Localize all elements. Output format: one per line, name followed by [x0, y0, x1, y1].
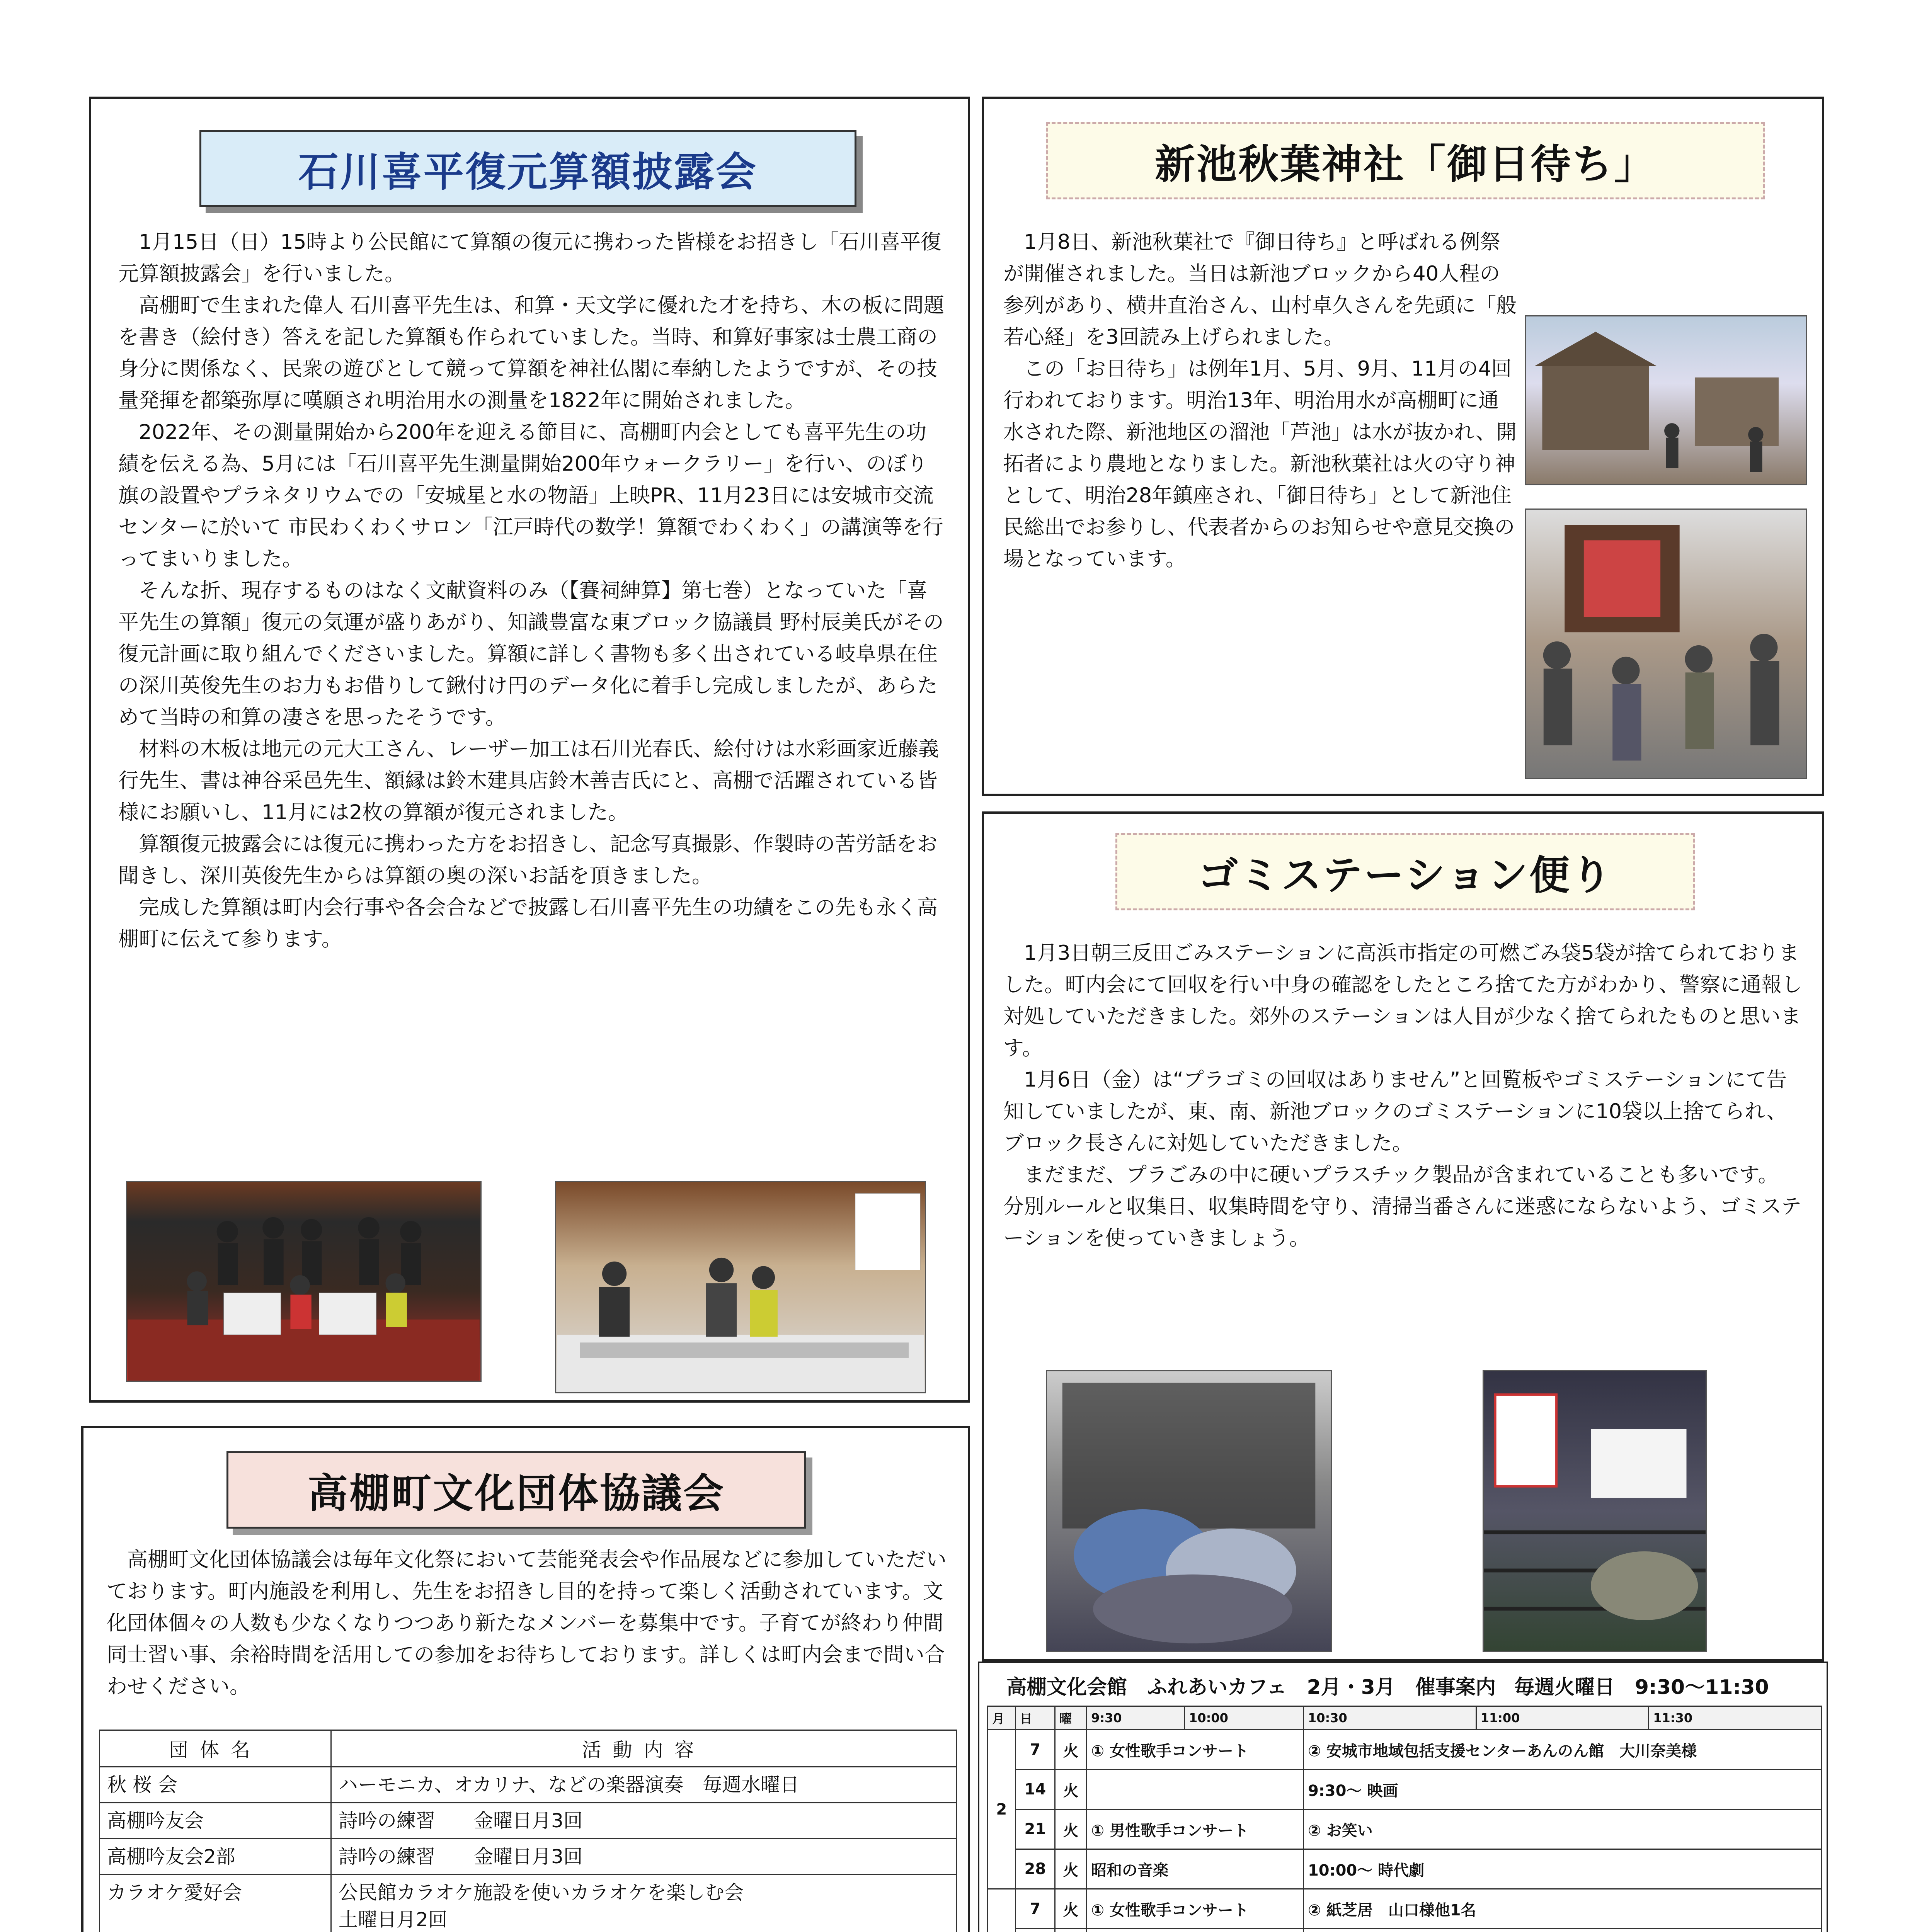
cafe-row	[988, 1849, 1822, 1889]
dow-cell	[1055, 1929, 1087, 1932]
cafe-header-row	[988, 1706, 1822, 1730]
sangaku-meeting-photo	[555, 1181, 926, 1393]
shinto-title: 新池秋葉神社「御日待ち」	[1046, 122, 1765, 199]
culture-group-row	[100, 1803, 957, 1839]
shinto-paragraph: この「お日待ち」は例年1月、5月、9月、11月の4回行われております。明治13年、明治用水が高棚町に通水された際、新池地区の溜池「芦池」は水が抜かれ、開拓者により農地となりました。新池秋葉社は火の守り神として、明治28年鎮座され、「御日待ち」として新池住民総出でお参りし、代表者からのお知らせや意見交換の場となっています。	[1003, 357, 1517, 571]
cafe-row	[988, 1810, 1822, 1849]
shrine-exterior-photo	[1525, 315, 1807, 485]
event-first-cell: 昭和の音楽	[1087, 1849, 1304, 1889]
event-first-cell	[1087, 1770, 1304, 1810]
ishikawa-paragraph: 算額復元披露会には復元に携わった方をお招きし、記念写真撮影、作製時の苦労話をお聞きし、深川英俊先生からは算額の奥の深いお話を頂きました。	[118, 832, 938, 888]
cafe-panel	[978, 1662, 1828, 1932]
culture-group-row	[100, 1875, 957, 1932]
cafe-header-cell: 11:30	[1649, 1706, 1822, 1730]
garbage-station-sign-photo	[1483, 1370, 1707, 1652]
shinto-panel	[982, 97, 1824, 796]
cafe-header	[1006, 1671, 1818, 1700]
group-activity-cell: 詩吟の練習 金曜日月3回	[331, 1803, 957, 1839]
event-second-cell	[1303, 1929, 1821, 1932]
day-cell: 7	[1015, 1730, 1055, 1770]
dow-cell: 火	[1055, 1810, 1087, 1849]
dow-cell: 火	[1055, 1889, 1087, 1929]
group-name-cell: 高棚吟友会2部	[100, 1839, 331, 1875]
bunka-intro: 高棚町文化団体協議会は毎年文化祭において芸能発表会や作品展などに参加していただいております。町内施設を利用し、先生をお招きし目的を持って楽しく活動されています。文化団体個々の人数も少なくなりつつあり新たなメンバーを募集中です。子育てが終わり仲間同士習い事、余裕時間を活用しての参加をお待ちしております。詳しくは町内会まで問い合わせください。	[107, 1548, 947, 1698]
day-cell: 28	[1015, 1849, 1055, 1889]
event-first-cell: ① 女性歌手コンサート	[1087, 1730, 1304, 1770]
ishikawa-paragraph: 完成した算額は町内会行事や各会合などで披露し石川喜平先生の功績をこの先も永く高棚町に伝えて参ります。	[118, 896, 938, 951]
cafe-header-cell: 月	[988, 1706, 1016, 1730]
bunka-title: 高棚町文化団体協議会	[226, 1451, 806, 1529]
group-name-cell: 高棚吟友会	[100, 1803, 331, 1839]
day-cell: 21	[1015, 1810, 1055, 1849]
cafe-header-cell: 9:30	[1087, 1706, 1185, 1730]
gomi-title: ゴミステーション便り	[1115, 833, 1695, 910]
sangaku-group-photo	[126, 1181, 482, 1382]
group-name-cell: カラオケ愛好会	[100, 1875, 331, 1932]
shrine-gathering-photo	[1525, 509, 1807, 779]
gomi-paragraph: 1月3日朝三反田ごみステーションに高浜市指定の可燃ごみ袋5袋が捨てられておりました。町内会にて回収を行い中身の確認をしたところ捨てた方がわかり、警察に通報し対処していただきました。郊外のステーションは人目が少なく捨てられたものと思います。	[1003, 941, 1802, 1060]
day-cell: 14	[1015, 1770, 1055, 1810]
event-second-cell: ② 安城市地域包括支援センターあんのん館 大川奈美様	[1303, 1730, 1821, 1770]
cafe-row	[988, 1889, 1822, 1929]
event-second-cell: ② お笑い	[1303, 1810, 1821, 1849]
shinto-body	[1003, 226, 1517, 575]
dow-cell: 火	[1055, 1849, 1087, 1889]
gomi-panel	[982, 811, 1824, 1662]
cafe-title: 高棚文化会館 ふれあいカフェ 2月・3月 催事案内	[1006, 1676, 1496, 1699]
gomi-closing: 分別ルールと収集日、収集時間を守り、清掃当番さんに迷惑にならないよう、ゴミステーションを使っていきましょう。	[1003, 1195, 1801, 1250]
ishikawa-title: 石川喜平復元算額披露会	[199, 130, 856, 207]
dow-cell: 火	[1055, 1730, 1087, 1770]
cafe-header-cell: 曜	[1055, 1706, 1087, 1730]
garbage-bags-photo	[1046, 1370, 1332, 1652]
shinto-paragraph: 1月8日、新池秋葉社で『御日待ち』と呼ばれる例祭が開催されました。当日は新池ブロックから40人程の参列があり、横井直治さん、山村卓久さんを先頭に「般若心経」を3回読み上げられました。	[1003, 230, 1517, 349]
culture-groups-table	[99, 1730, 957, 1932]
event-second-cell: 9:30〜 映画	[1303, 1770, 1821, 1810]
ishikawa-paragraph: 材料の木板は地元の元大工さん、レーザー加工は石川光春氏、絵付けは水彩画家近藤義行先生、書は神谷采邑先生、額縁は鈴木建具店鈴木善吉氏にと、高棚で活躍されている皆様にお願いし、11月には2枚の算額が復元されました。	[118, 737, 939, 824]
cafe-schedule: 毎週火曜日 9:30〜11:30	[1514, 1676, 1769, 1699]
ishikawa-paragraph: 2022年、その測量開始から200年を迎える節目に、高棚町内会としても喜平先生の功績を伝える為、5月には「石川喜平先生測量開始200年ウォークラリー」を行い、のぼり旗の設置やプラネタリウムでの「安城星と水の物語」上映PR、11月23日には安城市交流センターに於いて 市民わくわくサロン「江戸時代の数学！算額でわくわく」の講演等を行ってまいりました。	[118, 420, 943, 571]
ishikawa-body	[118, 226, 945, 955]
bunka-intro-wrap	[107, 1544, 949, 1702]
bunka-panel	[81, 1426, 970, 1932]
cafe-header-cell: 10:30	[1303, 1706, 1476, 1730]
ishikawa-paragraph: 1月15日（日）15時より公民館にて算額の復元に携わった皆様をお招きし「石川喜平復元算額披露会」を行いました。	[118, 230, 941, 286]
cafe-row	[988, 1730, 1822, 1770]
cafe-header-cell: 11:00	[1476, 1706, 1649, 1730]
culture-group-row	[100, 1839, 957, 1875]
event-first-cell	[1087, 1929, 1304, 1932]
event-first-cell: ① 男性歌手コンサート	[1087, 1810, 1304, 1849]
group-name-cell: 秋 桜 会	[100, 1767, 331, 1803]
gomi-body	[1003, 937, 1807, 1254]
group-activity-cell: 公民館カラオケ施設を使いカラオケを楽しむ会 土曜日月2回	[331, 1875, 957, 1932]
cafe-row	[988, 1770, 1822, 1810]
group-activity-cell: 詩吟の練習 金曜日月3回	[331, 1839, 957, 1875]
ishikawa-paragraph: そんな折、現存するものはなく文献資料のみ（【賽祠紳算】第七巻）となっていた「喜平先生の算額」復元の気運が盛りあがり、知識豊富な東ブロック協議員 野村辰美氏がその復元計画に取り組んでくださいました。算額に詳しく書物も多く出されている岐阜県在住の深川英俊先生のお力もお借りして鍬付け円のデータ化に着手し完成しましたが、あらためて当時の和算の凄さを思ったそうです。	[118, 579, 944, 729]
cafe-schedule-table	[987, 1706, 1822, 1932]
col-activity: 活動内容	[331, 1730, 957, 1767]
gomi-paragraph: まだまだ、プラごみの中に硬いプラスチック製品が含まれていることも多いです。	[1024, 1163, 1779, 1187]
cafe-header-cell: 10:00	[1185, 1706, 1304, 1730]
cafe-row	[988, 1929, 1822, 1932]
day-cell: 7	[1015, 1889, 1055, 1929]
dow-cell: 火	[1055, 1770, 1087, 1810]
event-second-cell: ② 紙芝居 山口様他1名	[1303, 1889, 1821, 1929]
ishikawa-panel	[89, 97, 970, 1403]
gomi-paragraph: 1月6日（金）は“プラゴミの回収はありません”と回覧板やゴミステーションにて告知していましたが、東、南、新池ブロックのゴミステーションに10袋以上捨てられ、ブロック長さんに対処していただきました。	[1003, 1068, 1787, 1155]
group-activity-cell: ハーモニカ、オカリナ、などの楽器演奏 毎週水曜日	[331, 1767, 957, 1803]
culture-group-row	[100, 1767, 957, 1803]
ishikawa-paragraph: 高棚町で生まれた偉人 石川喜平先生は、和算・天文学に優れた才を持ち、木の板に問題を書き（絵付き）答えを記した算額も作られていました。当時、和算好事家は士農工商の身分に関係なく、民衆の遊びとして競って算額を神社仏閣に奉納したようですが、その技量発揮を都築弥厚に嘆願され明治用水の測量を1822年に開始されました。	[118, 294, 944, 412]
month-cell: 2	[988, 1730, 1016, 1889]
col-group-name: 団体名	[100, 1730, 331, 1767]
cafe-header-cell: 日	[1015, 1706, 1055, 1730]
month-cell	[988, 1889, 1016, 1932]
day-cell	[1015, 1929, 1055, 1932]
event-second-cell: 10:00〜 時代劇	[1303, 1849, 1821, 1889]
event-first-cell: ① 女性歌手コンサート	[1087, 1889, 1304, 1929]
